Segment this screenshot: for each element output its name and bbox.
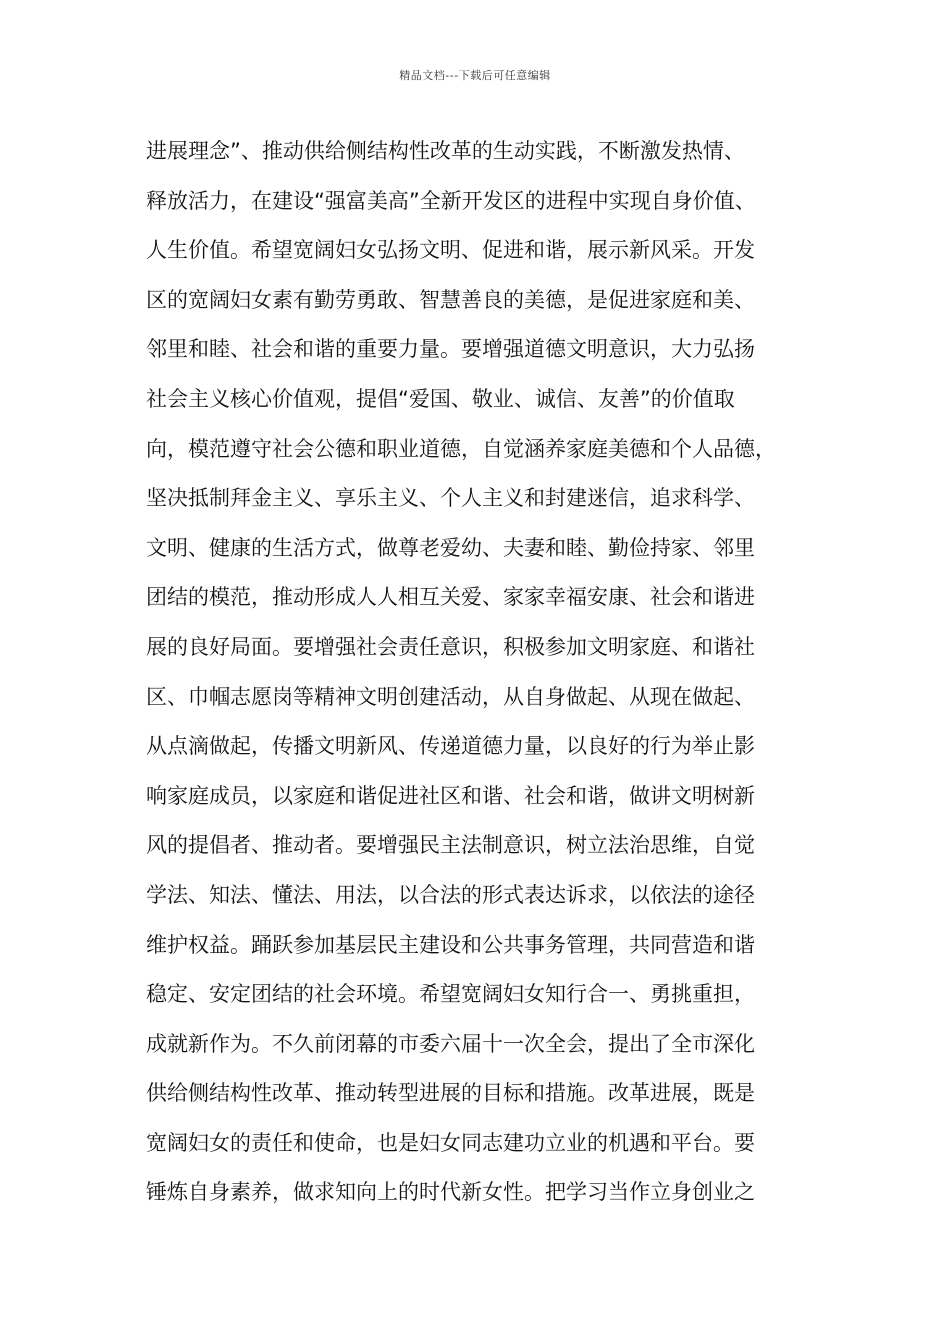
text-line: 稳定、安定团结的社会环境。希望宽阔妇女知行合一、勇挑重担， xyxy=(146,982,755,1007)
text-line: 响家庭成员，以家庭和谐促进社区和谐、社会和谐，做讲文明树新 xyxy=(146,783,755,808)
body-paragraph xyxy=(146,130,826,1221)
text-line: 邻里和睦、社会和谐的重要力量。要增强道德文明意识，大力弘扬 xyxy=(146,337,755,362)
text-line: 释放活力，在建设“强富美高”全新开发区的进程中实现自身价值、 xyxy=(146,188,756,213)
text-line: 学法、知法、懂法、用法，以合法的形式表达诉求，以依法的途径 xyxy=(146,882,755,907)
text-line: 区的宽阔妇女素有勤劳勇敢、智慧善良的美德，是促进家庭和美、 xyxy=(146,287,755,312)
text-line: 宽阔妇女的责任和使命，也是妇女同志建功立业的机遇和平台。要 xyxy=(146,1130,755,1155)
text-line: 团结的模范，推动形成人人相互关爱、家家幸福安康、社会和谐进 xyxy=(146,585,755,610)
text-line: 向，模范遵守社会公德和职业道德，自觉涵养家庭美德和个人品德， xyxy=(146,436,776,461)
text-line: 锤炼自身素养，做求知向上的时代新女性。把学习当作立身创业之 xyxy=(146,1180,755,1205)
text-line: 成就新作为。不久前闭幕的市委六届十一次全会，提出了全市深化 xyxy=(146,1031,755,1056)
text-line: 进展理念”、推动供给侧结构性改革的生动实践，不断激发热情、 xyxy=(146,139,745,163)
text-line: 风的提倡者、推动者。要增强民主法制意识，树立法治思维，自觉 xyxy=(146,833,755,858)
text-line: 社会主义核心价值观，提倡“爱国、敬业、诚信、友善”的价值取 xyxy=(146,386,735,411)
text-line: 坚决抵制拜金主义、享乐主义、个人主义和封建迷信，追求科学、 xyxy=(146,486,755,511)
text-line: 文明、健康的生活方式，做尊老爱幼、夫妻和睦、勤俭持家、邻里 xyxy=(146,535,755,560)
text-line: 区、巾帼志愿岗等精神文明创建活动，从自身做起、从现在做起、 xyxy=(146,684,755,709)
text-line: 供给侧结构性改革、推动转型进展的目标和措施。改革进展，既是 xyxy=(146,1081,755,1106)
text-line: 从点滴做起，传播文明新风、传递道德力量，以良好的行为举止影 xyxy=(146,734,755,759)
text-line: 人生价值。希望宽阔妇女弘扬文明、促进和谐，展示新风采。开发 xyxy=(146,238,755,263)
text-line: 展的良好局面。要增强社会责任意识，积极参加文明家庭、和谐社 xyxy=(146,634,755,659)
text-line: 维护权益。踊跃参加基层民主建设和公共事务管理，共同营造和谐 xyxy=(146,932,755,957)
page-header: 精品文档---下载后可任意编辑 xyxy=(399,69,551,82)
